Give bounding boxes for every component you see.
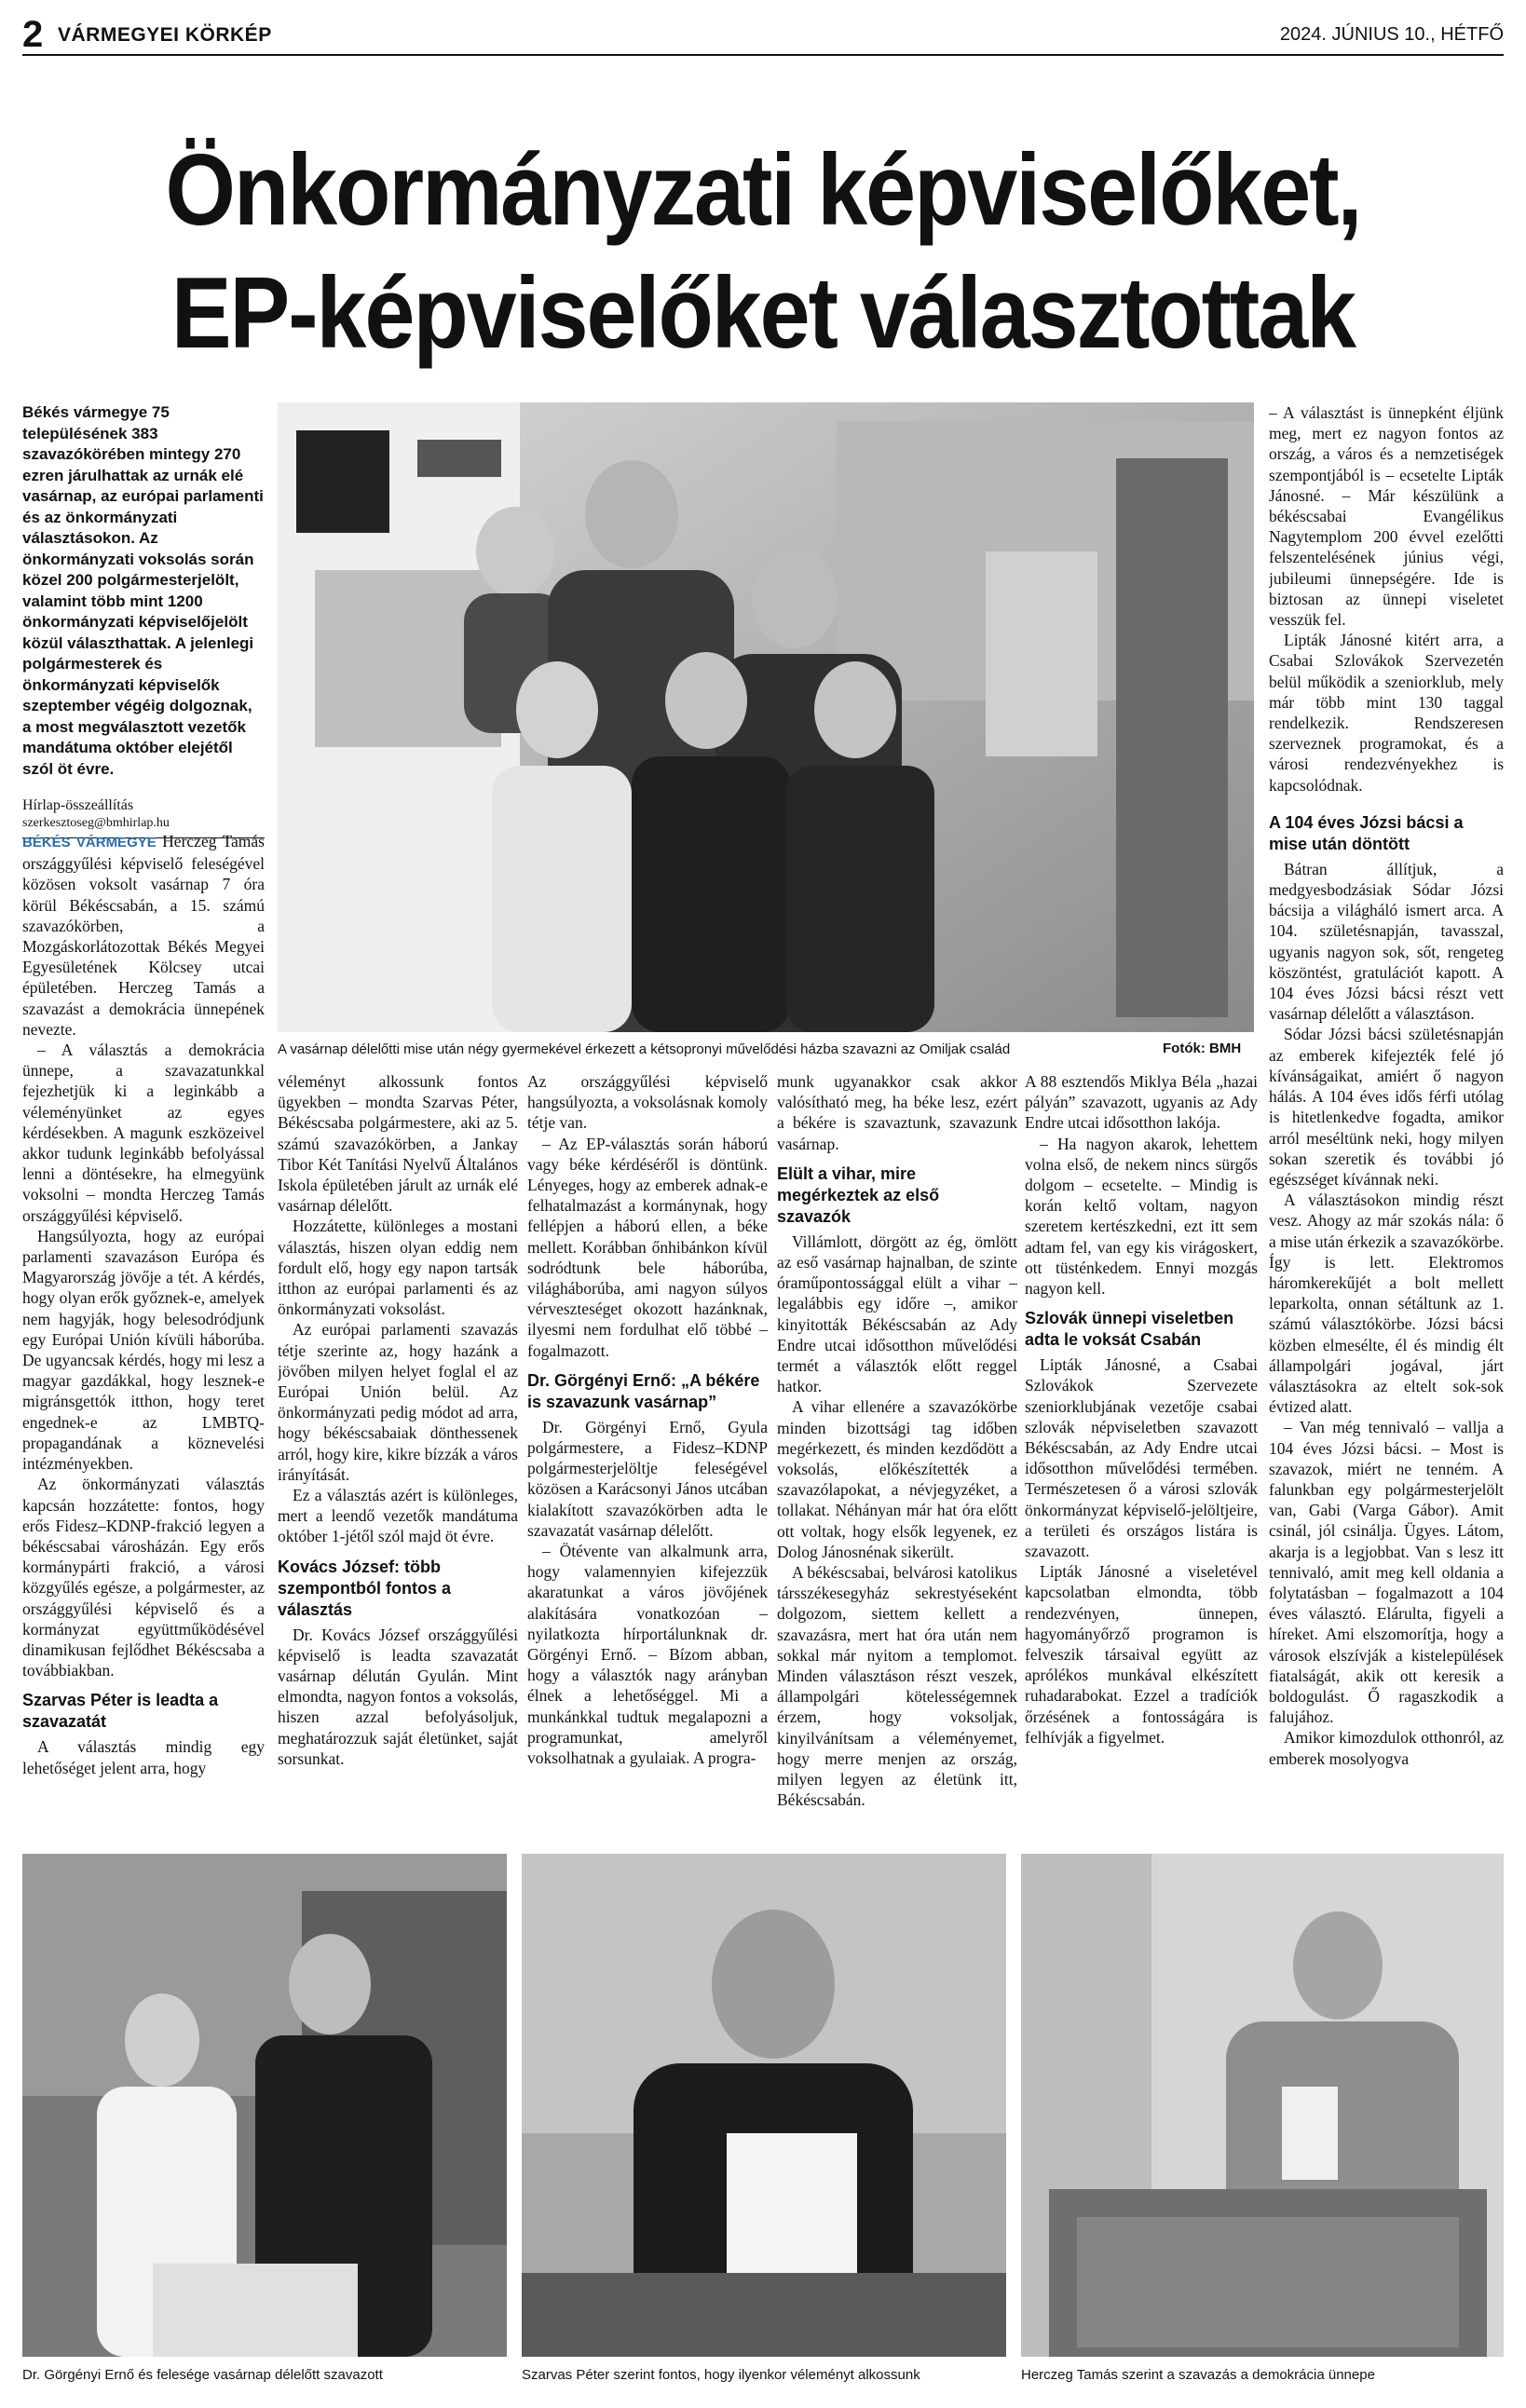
col4-paragraph-3: A vihar ellenére a szavazókörbe minden bizottsági tag időben megérkezett, és minden kezdődött a voksolás, előkészítették a szavazólapokat, a névjegyzéket, a tollakat. Néhányan már hat óra előtt ott voltak, hogy elsők legyenek, ez Dolog Jánosnénak sikerült. — [777, 1397, 1017, 1561]
byline-author: Hírlap-összeállítás — [22, 797, 134, 813]
main-photo-caption: A vasárnap délelőtti mise után négy gyermekével érkezett a kétsopronyi művelődési házba szavazni az Omiljak család — [278, 1041, 1011, 1057]
col2-subheading-1: Kovács József: több szempontból fontos a választás — [278, 1557, 451, 1619]
col5-paragraph-3: Lipták Jánosné, a Csabai Szlovákok Szervezete szeniorklubjának vezetője csabai szlovák népviseletben szavazott Békéscsabán, az Ady Endre utcai idősotthon művelődési termében. Természetesen ő a városi szlovák önkormányzat képviselő-jelöltjeire, a területi és országos listára is szavazott. — [1025, 1355, 1258, 1561]
col2-paragraph-4: Ez a választás azért is különleges, mert a leendő vezetők mandátuma október 1-jétől szól majd öt évre. — [278, 1486, 518, 1546]
col4-paragraph-1: munk ugyanakkor csak akkor valósítható meg, ha béke lesz, ezért a békére is szavaztunk, szavazunk vasárnap. — [777, 1072, 1017, 1153]
col1-paragraph-2: – A választás a demokrácia ünnepe, a szavazatunkkal fejezhetjük ki a leginkább a véleményünket az egyes kérdésekben. A magunk eszközeivel akkor tudunk leginkább befolyással lenni a döntésekre, ha elmegyünk voksolni – mondta Herczeg Tamás országgyűlési képviselő. — [22, 1041, 265, 1225]
lead-paragraph: Békés vármegye 75 településének 383 szavazókörében mintegy 270 ezren járulhattak az urnák elé vasárnap, az európai parlamenti és az önkormányzati választásokon. Az önkormányzati voksolás során közel 200 polgármesterjelölt, valamint több mint 1200 önkormányzati képviselőjelölt közül választhattak. A jelenlegi polgármesterek és önkormányzati képviselők szeptember végéig dolgoznak, a most megválasztott vezetők mandátuma október elejétől szól öt évre. — [22, 403, 264, 778]
col6-paragraph-4: Sódar Józsi bácsi születésnapján az emberek kifejezték felé jó kívánságaikat, amiért ő nagyon hálás. A 104 éves idős férfi utólag is hitetlenkedve fogadta, amikor arról meséltünk neki, hogy milyen sokan szeretik és további jó egészséget kívánnak neki. — [1269, 1025, 1504, 1189]
byline-email[interactable]: szerkesztoseg@bmhirlap.hu — [22, 815, 265, 838]
issue-date: 2024. JÚNIUS 10., HÉTFŐ — [1279, 24, 1504, 45]
col2-paragraph-1: véleményt alkossunk fontos ügyekben – mondta Szarvas Péter, Békéscsaba polgármestere, aki az 5. számú szavazókörben, a Jankay Tibor Két Tanítási Nyelvű Általános Iskola épületében járult az urnák elé vasárnap délelőtt. — [278, 1072, 518, 1216]
herczeg-photo-image — [1021, 1854, 1504, 2357]
col1-subheading-1: Szarvas Péter is leadta a szavazatát — [22, 1691, 219, 1732]
photo-credit: Fotók: BMH — [1163, 1041, 1242, 1056]
article-column-6 — [1269, 402, 1504, 1844]
col6-paragraph-7: Amikor kimozdulok otthonról, az emberek mosolyogva — [1269, 1728, 1504, 1768]
col1-p1-text: Herczeg Tamás országgyűlési képviselő feleségével közösen voksolt vasárnap 7 óra körül Békéscsabán, a 15. számú szavazókörben, a Mozgáskorlátozottak Békés Megyei Egyesületének Kölcsey utcai épületében. Herczeg Tamás a szavazást a demokrácia ünnepének nevezte. — [22, 832, 265, 1039]
headline — [22, 129, 1504, 374]
bottom-photo-1 — [22, 1854, 507, 2357]
szarvas-photo-image — [522, 1854, 1006, 2357]
col6-paragraph-5: A választásokon mindig részt vesz. Ahogy az már szokás nála: ő a mise után érkezik a szavazókörbe. Így is lett. Elektromos háromkerekűjét a bolt mellett leparkolta, onnan sétáltunk az 1. számú választókörbe. Józsi bácsi közben elmesélte, él és mindig élt állampolgári jogával, járt választásokra az eltelt sok-sok évtized alatt. — [1269, 1190, 1504, 1417]
col6-paragraph-2: Lipták Jánosné kitért arra, a Csabai Szlovákok Szervezetén belül működik a szeniorklub, mely már több mint 130 taggal rendelkezik. Rendszeresen szerveznek programokat, és a városi rendezvényekhez is kapcsolódnak. — [1269, 631, 1504, 795]
bottom-photo-3 — [1021, 1854, 1504, 2357]
col6-paragraph-6: – Van még tennivaló – vallja a 104 éves Józsi bácsi. – Most is szavazok, miért ne tenném. A falunkban egy polgármesterjelölt van, Gabi (Varga Gábor). Amit csinál, jól csinálja. Ügyes. Látom, akarja is a legjobbat. Van s lesz itt tennivaló, amit meg kell oldania a folytatásban – fogalmazott a 104 éves választó. Elárulta, figyeli a híreket. Ami elszomorítja, hogy a városok elszívják a kistelepülések fiatalságát, akik ott keresik a boldogulást. Ő ragaszkodik a falujához. — [1269, 1418, 1504, 1727]
family-photo-image — [278, 402, 1254, 1032]
headline-line-1: Önkormányzati képviselőket, — [165, 132, 1361, 247]
col1-paragraph-1 — [22, 831, 265, 1040]
col3-subheading-1: Dr. Görgényi Ernő: „A békére is szavazunk vasárnap” — [527, 1370, 760, 1411]
col5-paragraph-4: Lipták Jánosné a viseletével kapcsolatban elmondta, több rendezvényen, ünnepen, hagyományőrző programon is felveszik társaival együtt az aprólékos munkával elkészített ruhadarabokat. Ezzel a tradíciók őrzésének a fontosságára is felhívják a figyelmet. — [1025, 1562, 1258, 1747]
col3-paragraph-3: Dr. Görgényi Ernő, Gyula polgármestere, a Fidesz–KDNP polgármesterjelöltje feleségével közösen a Karácsonyi János utcában kialakított szavazókörben adta le szavazatát vasárnap délelőtt. — [527, 1417, 768, 1540]
bottom-photo-2-caption: Szarvas Péter szerint fontos, hogy ilyenkor véleményt alkossunk — [522, 2367, 920, 2383]
page-number: 2 — [22, 14, 44, 55]
article-column-1 — [22, 831, 265, 1837]
col2-paragraph-5: Dr. Kovács József országgyűlési képviselő is leadta szavazatát vasárnap délután Gyulán. Mint elmondta, nagyon fontos a voksolás, hiszen azzal befolyásoljuk, meghatározzuk saját életünket, saját sorsunkat. — [278, 1625, 518, 1768]
col1-paragraph-3: Hangsúlyozta, hogy az európai parlamenti szavazáson Európa és Magyarország jövője a tét. A kérdés, hogy olyan erők győznek-e, amelyek nem hagyják, hogy belesodródjunk egy Európai Unión kívüli háborúba. De ugyancsak kérdés, hogy mi lesz a magyar gazdákkal, hogy lesznek-e migránsgettók itthon, hogy teret engednek-e az LMBTQ-propagandának a köznevelési intézményekben. — [22, 1226, 265, 1474]
location-tag: BÉKÉS VÁRMEGYE — [22, 835, 157, 850]
col6-subheading-1: A 104 éves Józsi bácsi a mise után döntött — [1269, 812, 1464, 853]
col3-paragraph-1: Az országgyűlési képviselő hangsúlyozta, a voksolásnak komoly tétje van. — [527, 1072, 768, 1133]
page-header — [22, 13, 1504, 56]
col5-subheading-1: Szlovák ünnepi viseletben adta le voksát Csabán — [1025, 1309, 1234, 1350]
article-column-2 — [278, 1071, 518, 1844]
col6-paragraph-3: Bátran állítjuk, a medgyesbodzásiak Sódar Józsi bácsija a világháló ismert arca. A 104. születésnapján, tavasszal, ugyanis nagyon sok, sőt, rengeteg köszöntést, gratulációt kapott. A 104 éves Józsi bácsi részt vett vasárnap délelőtt a választáson. — [1269, 859, 1504, 1024]
gorgenyi-photo-image — [22, 1854, 507, 2357]
col2-paragraph-2: Hozzátette, különleges a mostani választás, hiszen olyan eddig nem fordult elő, hogy egy napon tartsák itthon az európai parlamenti és az önkormányzati voksolást. — [278, 1217, 518, 1319]
col3-paragraph-2: – Az EP-választás során háború vagy béke kérdéséről is döntünk. Lényeges, hogy az emberek adnak-e felhatalmazást a kormánynak, hogy fellépjen a háború ellen, a béke mellett. Korábban őnhibánkon kívül sodródtunk bele háborúba, világháborúba, ami nagyon súlyos vérveszteséget okozott hazánknak, ilyesmi nem fordulhat elő többé – fogalmazott. — [527, 1134, 768, 1360]
section-title: VÁRMEGYEI KÖRKÉP — [58, 24, 272, 46]
article-column-3 — [527, 1071, 768, 1844]
article-column-5 — [1025, 1071, 1258, 1844]
col2-paragraph-3: Az európai parlamenti szavazás tétje szerinte az, hogy hazánk a jövőben milyen helyet foglal el az Európai Unión belül. Az önkormányzati pedig módot ad arra, hogy békéscsabaiak dönthessenek arról, hogy kire, kikre bízzák a város irányítását. — [278, 1320, 518, 1484]
bottom-photo-1-caption: Dr. Görgényi Ernő és felesége vasárnap délelőtt szavazott — [22, 2367, 383, 2383]
col1-paragraph-4: Az önkormányzati választás kapcsán hozzátette: fontos, hogy erős Fidesz–KDNP-frakció legyen a békéscsabai városházán. Egy erős kormánypárti frakció, a városi közgyűlés egésze, a polgármester, az országgyűlési képviselő és a kormányzat együttműködésével dinamikusan fejlődhet Békéscsaba a továbbiakban. — [22, 1475, 265, 1680]
bottom-photo-3-caption: Herczeg Tamás szerint a szavazás a demokrácia ünnepe — [1021, 2367, 1375, 2383]
lead-column — [22, 402, 265, 838]
article-column-4 — [777, 1071, 1017, 1844]
col1-paragraph-5: A választás mindig egy lehetőséget jelent arra, hogy — [22, 1737, 265, 1777]
col3-paragraph-4: – Ötévente van alkalmunk arra, hogy valamennyien kifejezzük akaratunkat a város jövőjének alakítására vonatkozóan – nyilatkozta hírportálunknak dr. Görgényi Ernő. – Bízom abban, hogy a választók nagy arányban élnek a lehetőséggel. Mi a munkánkkal tudtuk megalapozni a programunkat, amelyről voksolhatnak a gyulaiak. A progra- — [527, 1542, 768, 1768]
col6-paragraph-1: – A választást is ünnepként éljünk meg, mert ez nagyon fontos az ország, a város és a nemzetiségek szempontjából is – ecsetelte Lipták Jánosné. – Már készülünk a békéscsabai Evangélikus Nagytemplom 200 évvel ezelőtti felszentelésének június végi, jubileumi ünnepségére. Ide is biztosan az ünnepi viseletet vesszük fel. — [1269, 403, 1504, 630]
bottom-photo-2 — [522, 1854, 1006, 2357]
col4-paragraph-2: Villámlott, dörgött az ég, ömlött az eső vasárnap hajnalban, de szinte óraműpontossággal elült a vihar – legalábbis egy időre –, amikor kinyitották Békéscsabán az Ady Endre utcai idősotthon művelődési termét a választók előtt reggel hatkor. — [777, 1231, 1017, 1396]
col5-paragraph-2: – Ha nagyon akarok, lehettem volna első, de nekem nincs sürgős dolgom – ecsetelte. – Mindig is korán keltő voltam, nagyon szeretem kertészkedni, ezt itt sem adtam fel, van egy kis virágoskert, ott tüsténkedem. Ennyi mozgás nagyon kell. — [1025, 1134, 1258, 1299]
col5-paragraph-1: A 88 esztendős Miklya Béla „hazai pályán” szavazott, ugyanis az Ady Endre utcai idősotthon lakója. — [1025, 1072, 1258, 1133]
main-photo — [278, 402, 1254, 1032]
headline-line-2: EP-képviselőket választottak — [170, 255, 1356, 370]
col4-paragraph-4: A békéscsabai, belvárosi katolikus társszékesegyház sekrestyéseként dolgozom, siettem kellett a szavazásra, mert hat óra után nem sokkal már nyitom a templomot. Minden választáson részt veszek, állampolgári kötelességemnek érzem, hogy voksoljak, kinyilvánítsam a véleményemet, hogy merre menjen az ország, milyen legyen az életünk itt, Békéscsabán. — [777, 1563, 1017, 1810]
col4-subheading-1: Elült a vihar, mire megérkeztek az első szavazók — [777, 1163, 940, 1226]
